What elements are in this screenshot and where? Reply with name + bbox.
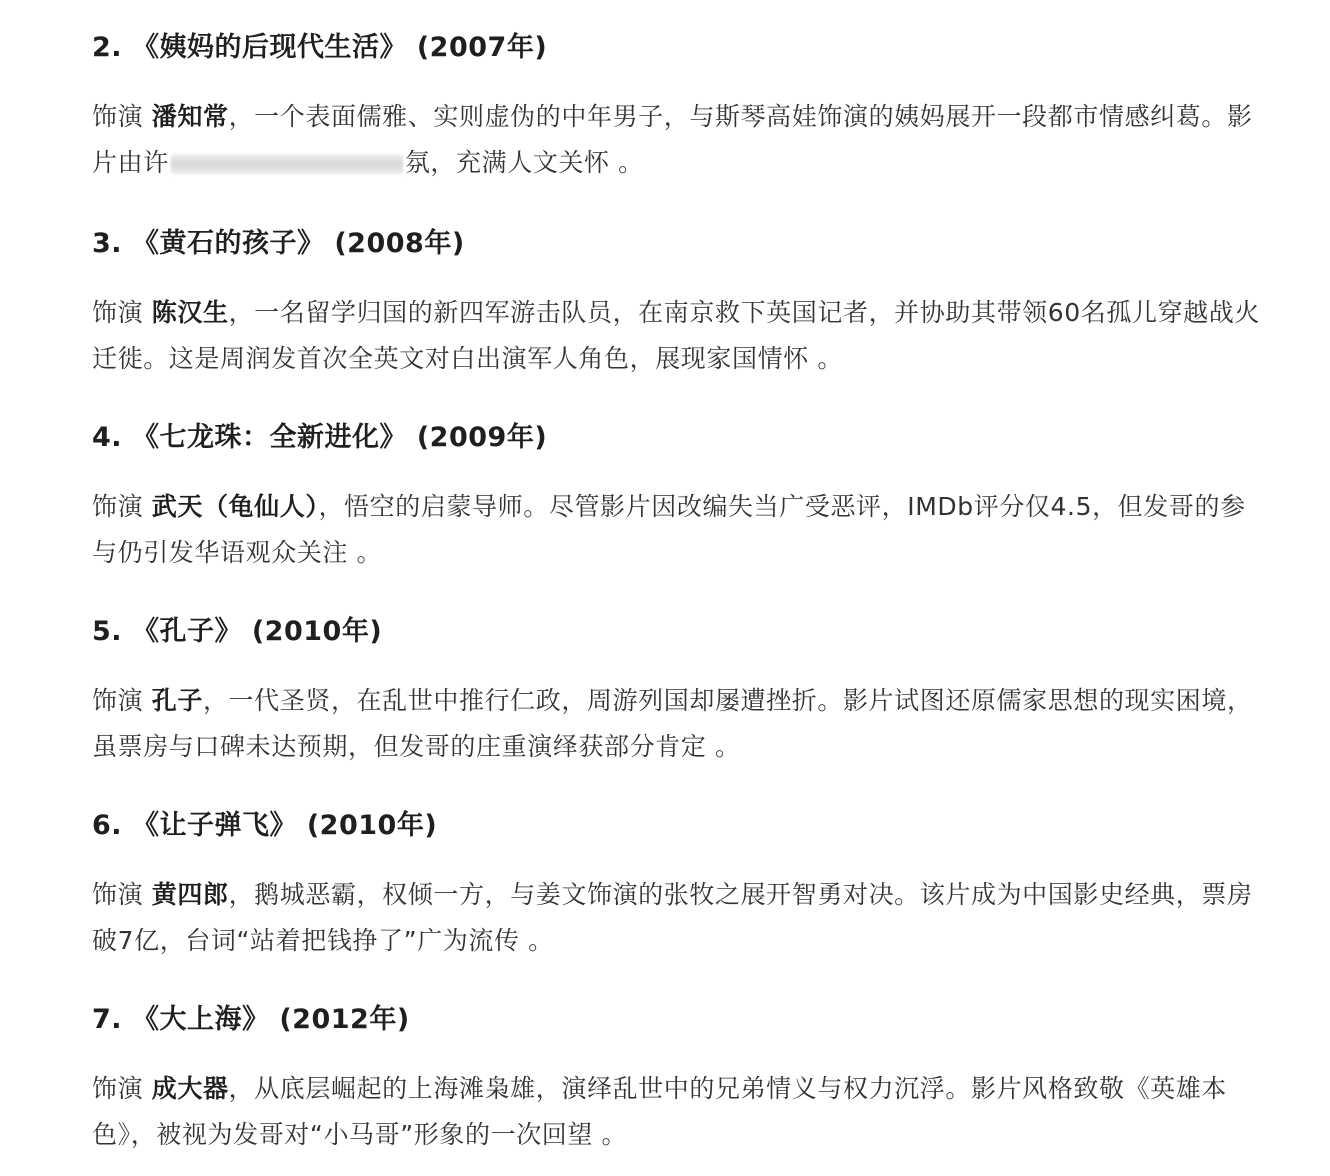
film-description [92,678,1267,770]
film-description [92,290,1267,382]
film-description [92,1066,1267,1158]
description-text-continued: 氛，充满人文关怀 。 [404,148,644,177]
role-prefix: 饰演 [92,686,152,715]
role-prefix: 饰演 [92,298,152,327]
film-description [92,94,1267,186]
film-title: 5. 《孔子》 (2010年) [92,616,383,647]
role-name: 武天（龟仙人） [151,492,319,521]
film-description [92,872,1267,964]
film-entry-2 [92,28,1267,186]
description-text: ，一代圣贤，在乱世中推行仁政，周游列国却屡遭挫折。影片试图还原儒家思想的现实困境，虽票房与口碑未达预期，但发哥的庄重演绎获部分肯定 。 [92,686,1253,761]
film-title: 4. 《七龙珠：全新进化》 (2009年) [92,422,548,453]
film-entry-5 [92,612,1267,770]
role-name: 成大器 [151,1074,229,1103]
film-entry-7 [92,1000,1267,1158]
redaction-blur [171,154,403,174]
film-entry-4 [92,418,1267,576]
description-text: ，一个表面儒雅、实则虚伪的中年男子，与斯琴高娃饰演的姨妈展开一段都市情感纠葛。影片由许 [92,102,1253,177]
role-prefix: 饰演 [92,880,152,909]
role-name: 孔子 [151,686,203,715]
role-prefix: 饰演 [92,102,152,131]
role-prefix: 饰演 [92,492,152,521]
description-text: ，从底层崛起的上海滩枭雄，演绎乱世中的兄弟情义与权力沉浮。影片风格致敬《英雄本色》，被视为发哥对“小马哥”形象的一次回望 。 [92,1074,1227,1149]
film-entry-6 [92,806,1267,964]
role-name: 潘知常 [151,102,229,131]
description-text: ，一名留学归国的新四军游击队员，在南京救下英国记者，并协助其带领60名孤儿穿越战火迁徙。这是周润发首次全英文对白出演军人角色，展现家国情怀 。 [92,298,1260,373]
role-prefix: 饰演 [92,1074,152,1103]
description-text: ，鹅城恶霸，权倾一方，与姜文饰演的张牧之展开智勇对决。该片成为中国影史经典，票房破7亿，台词“站着把钱挣了”广为流传 。 [92,880,1253,955]
film-title: 7. 《大上海》 (2012年) [92,1004,410,1035]
description-text: ，悟空的启蒙导师。尽管影片因改编失当广受恶评，IMDb评分仅4.5，但发哥的参与仍引发华语观众关注 。 [92,492,1246,567]
role-name: 陈汉生 [151,298,229,327]
role-name: 黄四郎 [151,880,229,909]
film-entry-3 [92,224,1267,382]
film-title: 6. 《让子弹飞》 (2010年) [92,810,438,841]
film-title: 3. 《黄石的孩子》 (2008年) [92,228,465,259]
film-description [92,484,1267,576]
film-title: 2. 《姨妈的后现代生活》 (2007年) [92,32,548,63]
